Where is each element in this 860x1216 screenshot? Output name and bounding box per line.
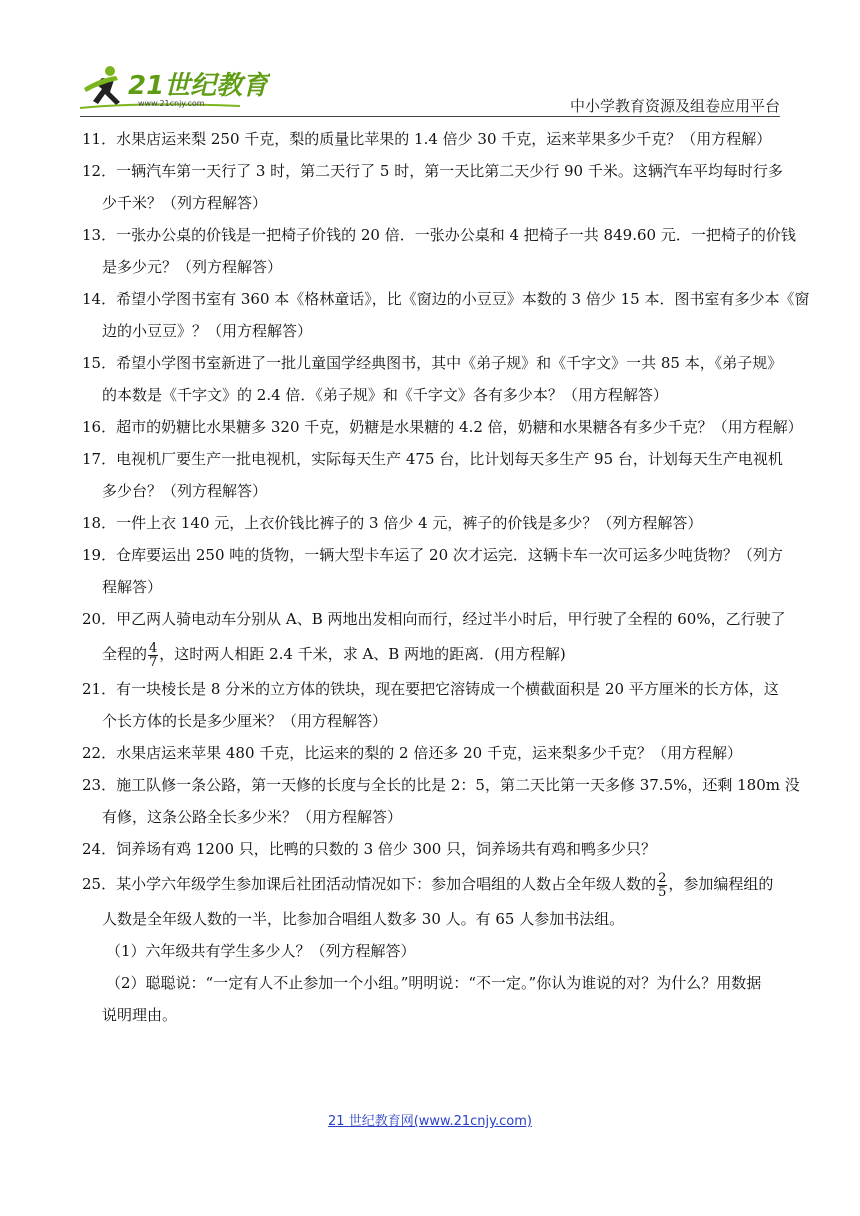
question-11: 11．水果店运来梨 250 千克，梨的质量比苹果的 1.4 倍少 30 千克，运来苹果多少千克？（用方程解） <box>82 130 772 148</box>
site-logo[interactable] <box>80 62 270 112</box>
question-25-suffix: ，参加编程组的 <box>668 875 774 893</box>
question-15-cont: 的本数是《千字文》的 2.4 倍．《弟子规》和《千字文》各有多少本？（用方程解答） <box>102 386 668 404</box>
fraction-four-sevenths <box>148 642 158 669</box>
question-21: 21．有一块棱长是 8 分米的立方体的铁块，现在要把它溶铸成一个横截面积是 20 平方厘米的长方体，这 <box>82 680 779 698</box>
question-list <box>82 123 810 1031</box>
fraction-numerator: 4 <box>149 640 158 656</box>
fraction-denominator: 7 <box>149 654 158 670</box>
header-divider <box>80 116 780 117</box>
question-23: 23．施工队修一条公路，第一天修的长度与全长的比是 2：5，第二天比第一天多修 37.5%，还剩 180m 没 <box>82 776 800 794</box>
question-19-cont: 程解答） <box>102 578 163 596</box>
question-20: 20．甲乙两人骑电动车分别从 A、B 两地出发相向而行，经过半小时后，甲行驶了全程的 60%，乙行驶了 <box>82 610 786 628</box>
question-14-cont: 边的小豆豆》？（用方程解答） <box>102 322 313 340</box>
question-22: 22．水果店运来苹果 480 千克，比运来的梨的 2 倍还多 20 千克，运来梨多少千克？（用方程解） <box>82 744 742 762</box>
question-25-prefix: 25．某小学六年级学生参加课后社团活动情况如下：参加合唱组的人数占全年级人数的 <box>82 875 657 893</box>
question-17: 17．电视机厂要生产一批电视机，实际每天生产 475 台，比计划每天多生产 95 台，计划每天生产电视机 <box>82 450 783 468</box>
question-20-prefix: 全程的 <box>102 645 148 663</box>
question-18: 18．一件上衣 140 元，上衣价钱比裤子的 3 倍少 4 元，裤子的价钱是多少？（列方程解答） <box>82 514 703 532</box>
question-15: 15．希望小学图书室新进了一批儿童国学经典图书，其中《弟子规》和《千字文》一共 85 本，《弟子规》 <box>82 354 783 372</box>
question-23-cont: 有修，这条公路全长多少米？（用方程解答） <box>102 808 403 826</box>
page-header <box>80 62 780 114</box>
question-25-cont: 人数是全年级人数的一半，比参加合唱组人数多 30 人。有 65 人参加书法组。 <box>102 910 625 928</box>
question-12-cont: 少千米？（列方程解答） <box>102 194 268 212</box>
fraction-two-fifths <box>657 872 667 899</box>
fraction-denominator: 5 <box>658 884 667 900</box>
logo-url: www.21cnjy.com <box>138 99 205 108</box>
question-14: 14．希望小学图书室有 360 本《格林童话》，比《窗边的小豆豆》本数的 3 倍少 15 本．图书室有多少本《窗 <box>82 290 810 308</box>
logo-text: 21世纪教育 <box>128 71 269 101</box>
fraction-numerator: 2 <box>658 870 667 886</box>
question-20-suffix: ，这时两人相距 2.4 千米，求 A、B 两地的距离．(用方程解) <box>159 645 566 663</box>
question-25-part-2-cont: 说明理由。 <box>102 1006 178 1024</box>
question-13: 13．一张办公桌的价钱是一把椅子价钱的 20 倍．一张办公桌和 4 把椅子一共 849.60 元．一把椅子的价钱 <box>82 226 796 244</box>
question-19: 19．仓库要运出 250 吨的货物，一辆大型卡车运了 20 次才运完．这辆卡车一次可运多少吨货物？（列方 <box>82 546 783 564</box>
platform-name: 中小学教育资源及组卷应用平台 <box>569 97 780 115</box>
question-25-part-1: （1）六年级共有学生多少人？（列方程解答） <box>106 942 416 960</box>
question-21-cont: 个长方体的长是多少厘米？（用方程解答） <box>102 712 388 730</box>
question-20-cont <box>82 635 782 673</box>
question-25-part-2: （2）聪聪说：“一定有人不止参加一个小组。”明明说：“不一定。”你认为谁说的对？为什么？用数据 <box>106 974 762 992</box>
question-25 <box>82 865 782 903</box>
question-24: 24．饲养场有鸡 1200 只，比鸭的只数的 3 倍少 300 只，饲养场共有鸡和鸭多少只？ <box>82 840 657 858</box>
question-13-cont: 是多少元？（列方程解答） <box>102 258 283 276</box>
question-16: 16．超市的奶糖比水果糖多 320 千克，奶糖是水果糖的 4.2 倍，奶糖和水果糖各有多少千克？（用方程解） <box>82 418 803 436</box>
footer-link[interactable]: 21 世纪教育网(www.21cnjy.com) <box>328 1114 532 1129</box>
question-12: 12．一辆汽车第一天行了 3 时，第二天行了 5 时，第一天比第二天少行 90 千米。这辆汽车平均每时行多 <box>82 162 783 180</box>
page-footer <box>0 1110 860 1129</box>
question-17-cont: 多少台？（列方程解答） <box>102 482 268 500</box>
